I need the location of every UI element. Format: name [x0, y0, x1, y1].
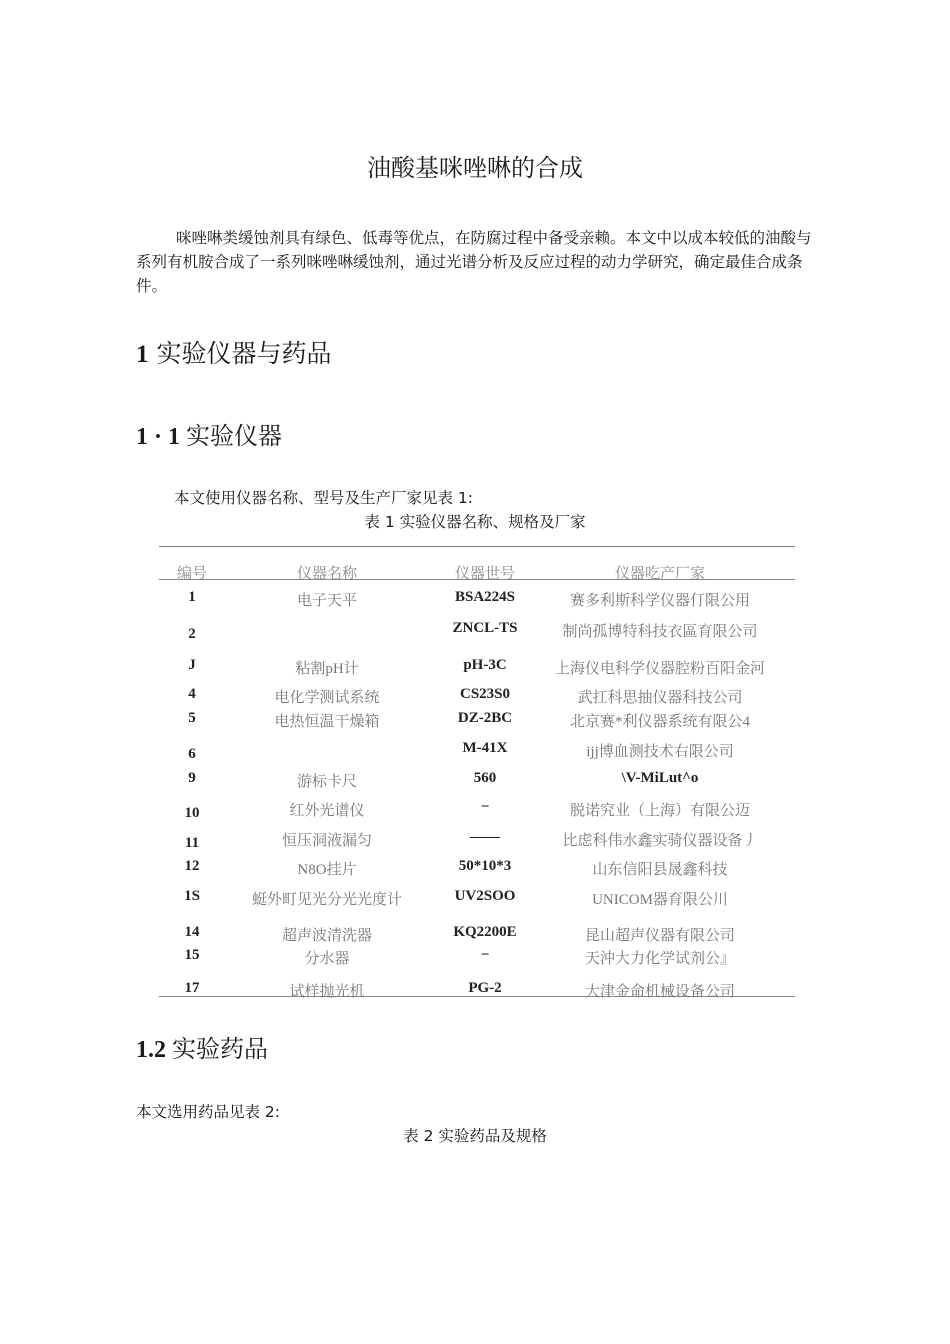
table-row — [159, 657, 795, 679]
section-title: 实验仪器 — [186, 424, 283, 450]
table-row — [159, 770, 795, 792]
table2-caption: 表 2 实验药品及规格 — [403, 1127, 547, 1145]
cell-number: 1 — [188, 589, 196, 605]
cell-number: 5 — [188, 710, 196, 726]
cell-number: 4 — [188, 686, 196, 702]
table-header-row — [159, 562, 795, 584]
cell-maker: 山东信阳县晟鑫科技 — [592, 862, 728, 878]
cell-number: 10 — [184, 805, 200, 821]
cell-name: 试样抛光机 — [289, 984, 365, 1000]
cell-maker: 赛多利斯科学仪器仃限公用 — [569, 593, 751, 609]
cell-model: —— — [470, 829, 500, 845]
section-number: 1 — [136, 341, 149, 368]
cell-name: 电化学测试系统 — [274, 690, 380, 706]
table-row — [159, 710, 795, 732]
cell-model: − — [480, 799, 490, 815]
cell-name: 恒压洞液漏匀 — [281, 833, 373, 849]
cell-name: 电子天平 — [296, 593, 358, 609]
table-row — [159, 924, 795, 946]
cell-number: 2 — [188, 626, 196, 642]
section-title: 实验药品 — [172, 1037, 268, 1063]
table-row — [159, 858, 795, 880]
cell-maker: UNICOM器育限公川 — [592, 892, 728, 908]
cell-maker: 大津金命机械设备公司 — [584, 984, 736, 1000]
cell-name: 蜓外町见光分光光度计 — [251, 892, 403, 908]
cell-maker: 天沖大力化学试剂公』 — [584, 951, 736, 967]
table-row — [159, 980, 795, 1002]
header-cell: 编号 — [176, 566, 208, 582]
cell-model: KQ2200E — [453, 924, 517, 940]
cell-number: 11 — [184, 835, 200, 851]
table-row — [159, 947, 795, 969]
cell-model: pH-3C — [463, 657, 507, 673]
abstract-paragraph: 咪唑啉类缓蚀剂具有绿色、低毒等优点，在防腐过程中备受亲赖。本文中以成本较低的油酸与系列有机胺合成了一系列咪唑啉缓蚀剂，通过光谱分析及反应过程的动力学研究，确定最佳合成条件。 — [136, 229, 812, 295]
table1-intro: 本文使用仪器名称、型号及生产厂家见表 1: — [174, 489, 474, 507]
cell-model: BSA224S — [454, 589, 516, 605]
header-cell: 仪器名称 — [296, 566, 358, 582]
cell-maker: 北京赛*利仪器系统有限公4 — [569, 714, 751, 730]
section-heading-1 — [136, 334, 331, 370]
cell-number: 9 — [188, 770, 196, 786]
table1-caption: 表 1 实验仪器名称、规格及厂家 — [364, 513, 586, 531]
cell-name: 粘割pH计 — [295, 661, 359, 677]
cell-name: N8O挂片 — [297, 862, 357, 878]
header-cell: 仪器世号 — [454, 566, 516, 582]
cell-maker: 昆山超声仪器有限公司 — [584, 928, 736, 944]
cell-model: PG-2 — [468, 980, 502, 996]
section-number: 1.2 — [136, 1037, 166, 1063]
abstract — [136, 226, 816, 298]
cell-number: 12 — [184, 858, 200, 874]
cell-number: 17 — [184, 980, 200, 996]
cell-maker: \V-MiLut^o — [621, 770, 699, 786]
cell-model: CS23S0 — [459, 686, 511, 702]
cell-number: 6 — [188, 746, 196, 762]
table1-top-rule — [159, 546, 795, 547]
section-number: 1 · 1 — [136, 424, 181, 450]
section-heading-1-2 — [136, 1029, 268, 1064]
table-row — [159, 740, 795, 762]
cell-model: DZ-2BC — [457, 710, 513, 726]
cell-name: 游标卡尺 — [296, 774, 358, 790]
cell-model: M-41X — [462, 740, 508, 756]
cell-maker: ijj博血测技术右限公司 — [586, 744, 734, 760]
cell-model: UV2SOO — [454, 888, 516, 904]
cell-model: ZNCL-TS — [452, 620, 518, 636]
cell-number: 14 — [184, 924, 200, 940]
table-row — [159, 589, 795, 611]
cell-model: 50*10*3 — [458, 858, 512, 874]
cell-maker: 武扛科思抽仪器科技公司 — [577, 690, 743, 706]
table-row — [159, 799, 795, 821]
cell-maker: 制尚孤博特科技衣區育限公司 — [562, 624, 758, 640]
document-title: 油酸基咪唑啉的合成 — [367, 154, 583, 182]
section-heading-1-1 — [136, 416, 282, 451]
cell-name: 分水器 — [304, 951, 350, 967]
cell-model: − — [480, 947, 490, 963]
cell-number: 1S — [184, 888, 200, 904]
table-row — [159, 829, 795, 851]
cell-name: 超声波清洗器 — [281, 928, 373, 944]
cell-number: J — [188, 657, 196, 673]
cell-name: 电热恒温干燥箱 — [274, 714, 380, 730]
cell-name: 红外光谱仪 — [289, 803, 365, 819]
header-cell: 仪器吃产厂家 — [614, 566, 706, 582]
cell-number: 15 — [184, 947, 200, 963]
table2-intro: 本文选用药品见表 2: — [136, 1103, 281, 1121]
cell-maker: 上海仪电科学仪器腔粉百阳金河 — [554, 661, 766, 677]
cell-model: 560 — [473, 770, 497, 786]
section-title: 实验仪器与药品 — [156, 339, 332, 368]
table-row — [159, 686, 795, 708]
table-row — [159, 620, 795, 642]
table-row — [159, 888, 795, 910]
cell-maker: 脱诺究业（上海）有限公迈 — [569, 803, 751, 819]
cell-maker: 比虑科伟水鑫实骑仪器设备丿 — [562, 833, 758, 849]
